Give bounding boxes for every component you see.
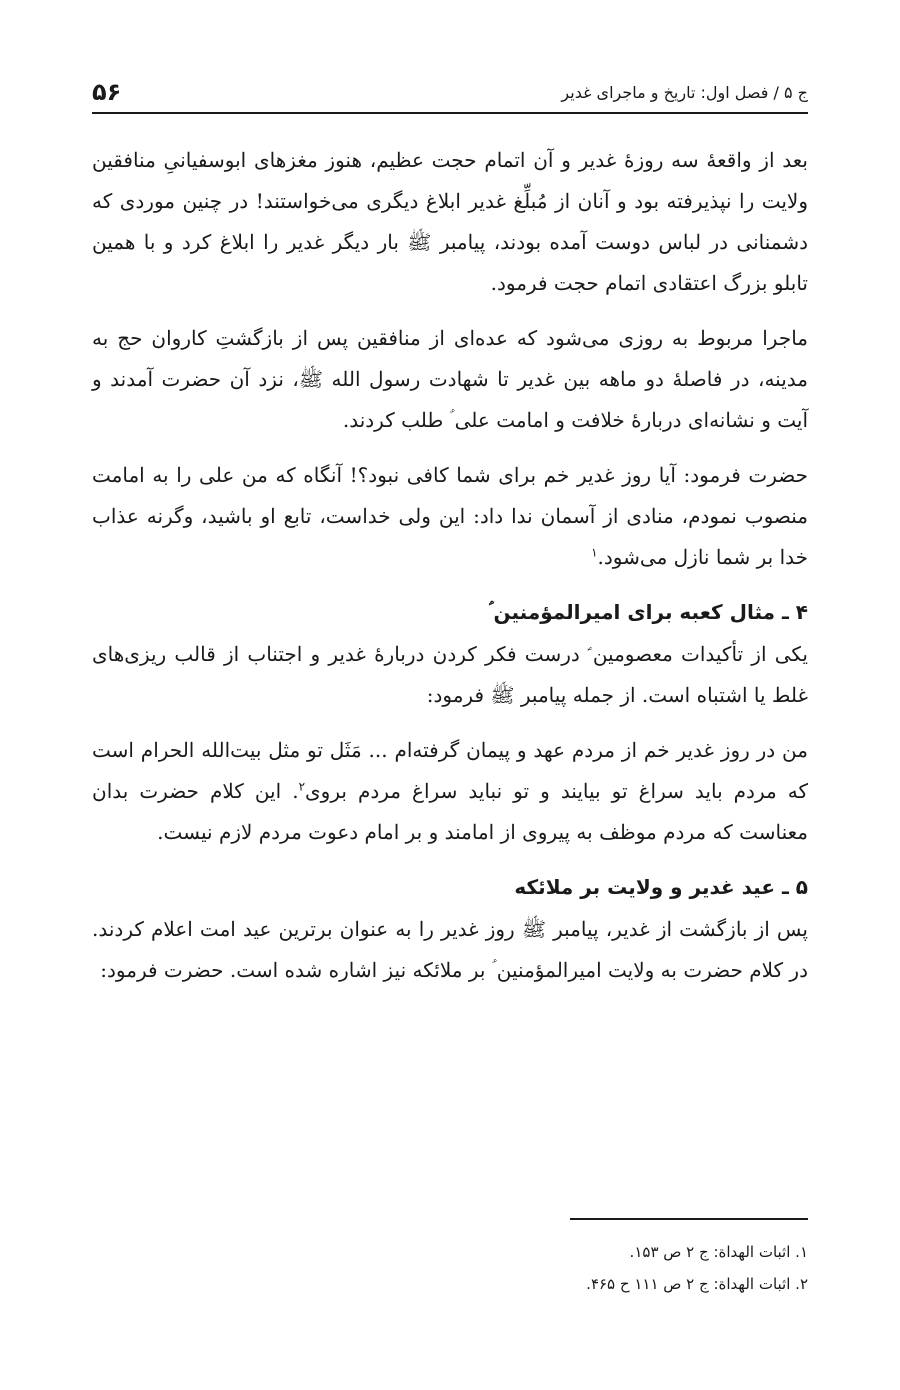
paragraph-3-text: حضرت فرمود: آیا روز غدیر خم برای شما کافی نبود؟! آنگاه که من علی را به امامت منصوب نمودم، منادی از آسمان ندا داد: این ولی خداست، تابع او باشید، وگرنه عذاب خدا بر شما نازل می‌شود. bbox=[92, 463, 808, 569]
footnote-1: ۱. اثبات الهداة: ج ۲ ص ۱۵۳. bbox=[629, 1243, 808, 1261]
section-4-heading: ۴ ـ مثال کعبه برای امیرالمؤمنین ؑ bbox=[488, 600, 808, 624]
paragraph-3 bbox=[92, 455, 808, 578]
footnote-2: ۲. اثبات الهداة: ج ۲ ص ۱۱۱ ح ۴۶۵. bbox=[586, 1275, 808, 1293]
running-title: ج ۵ / فصل اول: تاریخ و ماجرای غدیر bbox=[561, 82, 808, 102]
footnote-ref-2[interactable]: ۲ bbox=[298, 779, 306, 794]
paragraph-1: بعد از واقعۀ سه روزۀ غدیر و آن اتمام حجت عظیم، هنوز مغزهای ابوسفیانیِ منافقین ولایت را نپذیرفته بود و آنان از مُبلِّغ غدیر ابلاغ دیگری می‌خواستند! در چنین موردی که دشمنانی در لباس دوست آمده بودند، پیامبر ﷺ بار دیگر غدیر را ابلاغ کرد و با همین تابلو بزرگ اعتقادی اتمام حجت فرمود. bbox=[92, 148, 808, 295]
section-4-paragraph-1: یکی از تأکیدات معصومین ؑ درست فکر کردن دربارۀ غدیر و اجتناب از قالب ریزی‌های غلط یا اشتباه است. از جمله پیامبر ﷺ فرمود: bbox=[92, 642, 808, 707]
section-4-paragraph-2-text-b: . این کلام حضرت بدان معناست که مردم موظف به پیروی از امامند و بر امام دعوت مردم لازم نیست. bbox=[92, 779, 808, 844]
footnote-divider bbox=[570, 1218, 808, 1220]
footnotes bbox=[92, 1236, 808, 1300]
section-4-paragraph-2 bbox=[92, 730, 808, 853]
section-5-paragraph-1: پس از بازگشت از غدیر، پیامبر ﷺ روز غدیر را به عنوان برترین عید امت اعلام کردند. در کلام حضرت به ولایت امیرالمؤمنین ؑ بر ملائکه نیز اشاره شده است. حضرت فرمود: bbox=[92, 917, 808, 982]
section-4-paragraph-2-text-a: من در روز غدیر خم از مردم عهد و پیمان گرفته‌ام ... مَثَل تو مثل بیت‌الله الحرام است که مردم باید سراغ تو بیایند و تو نباید سراغ مردم بروی bbox=[92, 738, 808, 803]
section-5-heading: ۵ ـ عید غدیر و ولایت بر ملائکه bbox=[514, 875, 808, 899]
footnote-ref-1[interactable]: ۱ bbox=[591, 545, 598, 560]
body-text bbox=[92, 140, 808, 1005]
paragraph-2: ماجرا مربوط به روزی می‌شود که عده‌ای از منافقین پس از بازگشتِ کاروان حج به مدینه، در فاصلۀ دو ماهه بین غدیر تا شهادت رسول الله ﷺ، نزد آن حضرت آمدند و آیت و نشانه‌ای دربارۀ خلافت و امامت علی ؑ طلب کردند. bbox=[92, 326, 808, 432]
page-number: ۵۶ bbox=[92, 78, 122, 106]
running-header bbox=[92, 72, 808, 114]
